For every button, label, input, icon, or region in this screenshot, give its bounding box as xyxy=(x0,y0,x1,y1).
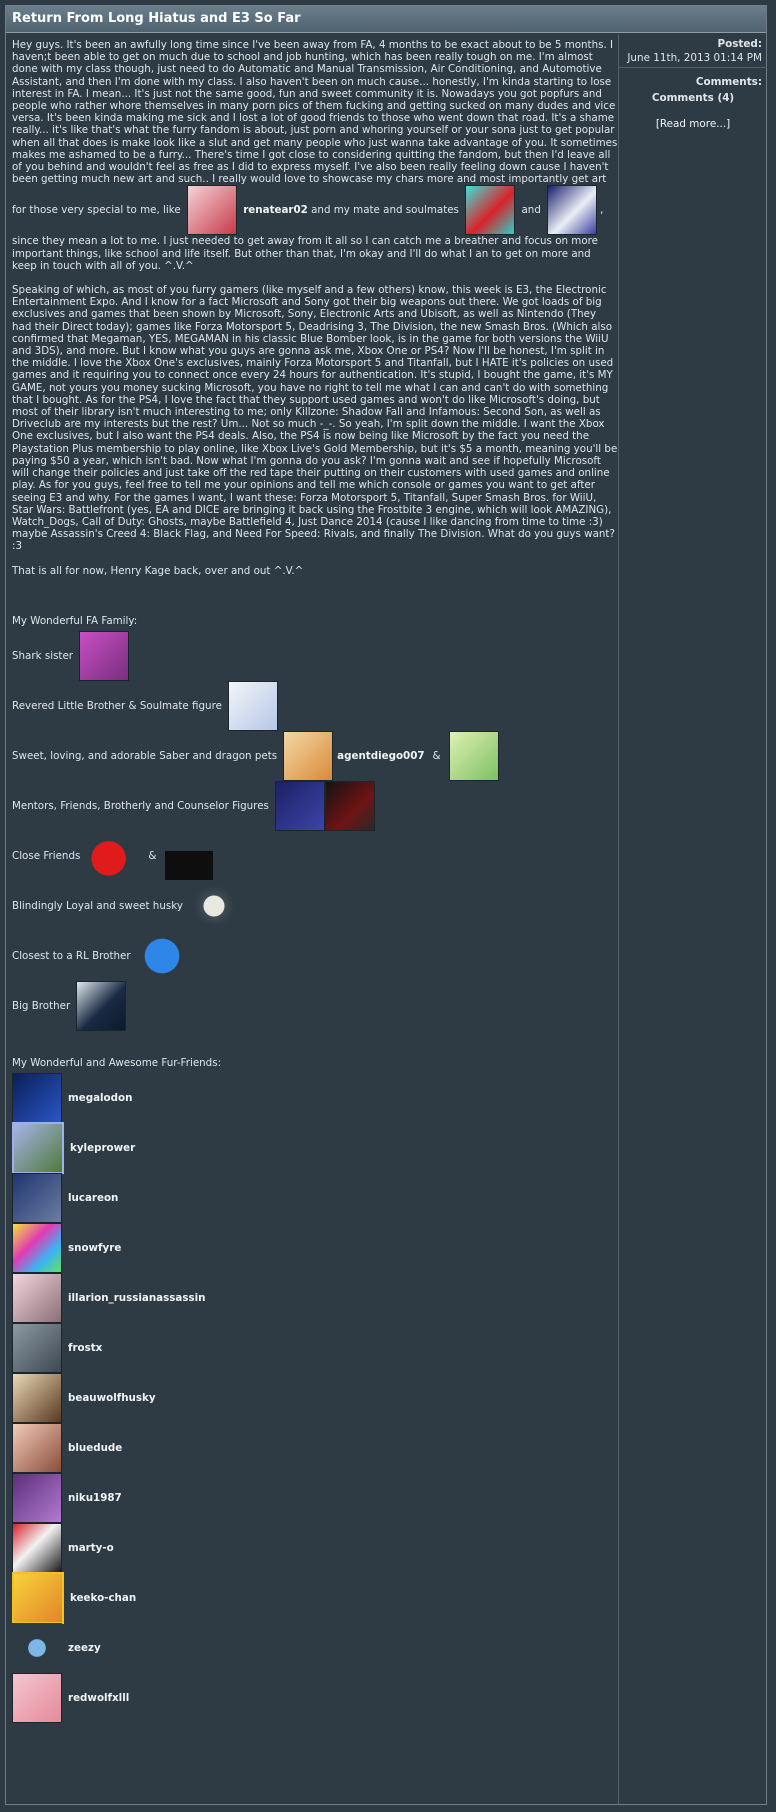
comments-count[interactable]: Comments (4) xyxy=(651,92,735,104)
avatar-mate-1[interactable] xyxy=(465,185,515,235)
avatar-keeko-chan[interactable] xyxy=(12,1572,64,1624)
avatar-big-brother[interactable] xyxy=(76,981,126,1031)
family-row-close-friends xyxy=(12,831,618,881)
avatar-illarion[interactable] xyxy=(12,1273,62,1323)
family-heading: My Wonderful FA Family: xyxy=(12,614,138,627)
family-label: Big Brother xyxy=(12,999,71,1012)
family-row-rl-brother xyxy=(12,931,618,981)
friend-list xyxy=(12,1073,618,1723)
avatar-redwolfxlll[interactable] xyxy=(12,1673,62,1723)
avatar-agentdiego007[interactable] xyxy=(283,731,333,781)
avatar-zeezy[interactable] xyxy=(12,1623,62,1673)
user-link-lucareon[interactable]: lucareon xyxy=(68,1192,119,1205)
friend-row xyxy=(12,1523,618,1573)
avatar-close-friend-1[interactable] xyxy=(86,831,136,881)
avatar-mate-2[interactable] xyxy=(547,185,597,235)
read-more-text[interactable]: [Read more...] xyxy=(655,118,731,130)
friend-row xyxy=(12,1473,618,1523)
family-row-shark-sister xyxy=(12,631,618,681)
family-label: Revered Little Brother & Soulmate figure xyxy=(12,699,222,712)
avatar-frostx[interactable] xyxy=(12,1323,62,1373)
paragraph-signoff: That is all for now, Henry Kage back, over and out ^.V.^ xyxy=(12,564,304,577)
avatar-close-friend-2[interactable] xyxy=(164,831,214,881)
friend-row xyxy=(12,1323,618,1373)
avatar-megalodon[interactable] xyxy=(12,1073,62,1123)
user-link-kyleprower[interactable]: kyleprower xyxy=(70,1142,136,1155)
journal-title: Return From Long Hiatus and E3 So Far xyxy=(6,6,766,33)
friends-heading: My Wonderful and Awesome Fur-Friends: xyxy=(12,1056,222,1069)
user-link-snowfyre[interactable]: snowfyre xyxy=(68,1242,122,1255)
family-label: Close Friends xyxy=(12,849,81,862)
user-link-keeko-chan[interactable]: keeko-chan xyxy=(70,1592,137,1605)
user-link-redwolfxlll[interactable]: redwolfxlll xyxy=(68,1692,130,1705)
friend-row xyxy=(12,1223,618,1273)
user-link-agentdiego007[interactable]: agentdiego007 xyxy=(337,749,425,762)
avatar-husky[interactable] xyxy=(189,881,239,931)
paragraph-e3: Speaking of which, as most of you furry gamers (like myself and a few others) know, this week is E3, the Electronic Entertainment Expo. And I know for a fact Microsoft and Sony got their big weapons out there. We got loads of big exclusives and games that been shown by Microsoft, Sony, Electronic Arts and Ubisoft, as well as Nintendo (They had their Direct today); games like Forza Motorsport 5, Deadrising 3, The Division, the new Smash Bros. (Which also confirmed that Megaman, YES, MEGAMAN in his classic Blue Bomber look, is in the game for both versions the WiiU and 3DS), and more. But I know what you guys are gonna ask me, Xbox One or PS4? Now I'll be honest, I'm split in the middle. I love the Xbox One's exclusives, mainly Forza Motorsport 5 and Titanfall, but I HATE it's policies on used games and it requiring you to connect once every 24 hours for authentication. It's stupid, I bought the game, it's MY GAME, not yours you money sucking Microsoft, you have no right to tell me what I can and can't do with something that I bought. As for the PS4, I love the fact that they support used games and won't do like Microsoft's doing, but most of their library isn't much interesting to me; only Killzone: Shadow Fall and Infamous: Second Son, as well as Driveclub are my interests but the rest? Um... Not so much -_-. So yeah, I'm split down the middle. I want the Xbox One exclusives, but I also want the PS4 deals. Also, the PS4 is now being like Microsoft by the fact you need the Playstation Plus membership to play online, like Xbox Live's Gold Membership, but it's $5 a month, meaning you'll be paying $50 a year, which isn't bad. Now what I'm gonna do you ask? I'm gonna wait and see if hopefully Microsoft will change their policies and just take off the red tape their putting on their customers with used games and online play. As for you guys, feel free to tell me your opinions and tell me which console or games you want to get after seeing E3 and why. For the games I want, I want these: Forza Motorsport 5, Titanfall, Super Smash Bros. for WiiU, Star Wars: Battlefront (yes, EA and DICE are bringing it back using the Frostbite 3 engine, which will look AMAZING), Watch_Dogs, Call of Duty: Ghosts, maybe Battlefield 4, Just Dance 2014 (cause I like dancing from time to time :3) maybe Assassin's Creed 4: Black Flag, and Need For Speed: Rivals, and finally The Division. What do you guys want? :3 xyxy=(12,284,618,553)
user-link-zeezy[interactable]: zeezy xyxy=(68,1642,101,1655)
family-label: Sweet, loving, and adorable Saber and dragon pets xyxy=(12,749,278,762)
family-row-pets xyxy=(12,731,618,781)
intro-text-b: and my mate and soulmates xyxy=(311,204,459,217)
posted-date: June 11th, 2013 01:14 PM xyxy=(619,52,767,68)
user-link-frostx[interactable]: frostx xyxy=(68,1342,103,1355)
user-link-illarion[interactable]: illarion_russianassassin xyxy=(68,1292,206,1305)
read-more-link[interactable] xyxy=(619,118,767,130)
intro-text-a: Hey guys. It's been an awfully long time since I've been away from FA, 4 months to be exact about to be 5 months. I haven;t been able to get on much due to school and job hunting, which has been really tough on me. I'm almost done with my class though, just need to do Automatic and Manual Transmission, Air Conditioning, and Automotive Assistant, and then I'm done with my class. I also haven't been on much cause... honestly, I'm kinda starting to lose interest in FA. I mean... It's just not the same good, fun and sweet community it is. Nowadays you got popfurs and people who rather whore themselves in many porn pics of them fucking and getting sucked on many dudes and vice versa. It's been kinda making me sick and I lost a lot of good friends to those who went down that road. It's a shame really... it's like that's what the furry fandom is about, just porn and whoring yourself or your sona just to get popular when all that does is make look like a slut and get many people who just wanna take advantage of you. It sometimes makes me ashamed to be a furry... There's time I got close to considering quitting the fandom, but then I'd leave all of you behind and wouldn't feel as free as I did to express myself. I've also been really feeling down cause I haven't been getting much new art and such.. I really would love to showcase my chars more and most importantly get art for those very special to me, like xyxy=(12,39,618,217)
family-row-little-brother xyxy=(12,681,618,731)
posted-label: Posted: xyxy=(717,38,762,50)
avatar-dragon-pet[interactable] xyxy=(449,731,499,781)
journal-panel xyxy=(5,5,767,1805)
avatar-kyleprower[interactable] xyxy=(12,1122,64,1174)
avatar-mentor-2[interactable] xyxy=(325,781,375,831)
friend-row xyxy=(12,1273,618,1323)
user-link-renatear02[interactable]: renatear02 xyxy=(243,204,308,217)
avatar-marty-o[interactable] xyxy=(12,1523,62,1573)
avatar-snowfyre[interactable] xyxy=(12,1223,62,1273)
avatar-beauwolfhusky[interactable] xyxy=(12,1373,62,1423)
family-label: Mentors, Friends, Brotherly and Counselor Figures xyxy=(12,799,269,812)
friend-row xyxy=(12,1423,618,1473)
comments-label: Comments: xyxy=(695,76,762,88)
friend-row xyxy=(12,1623,618,1673)
user-link-megalodon[interactable]: megalodon xyxy=(68,1092,133,1105)
family-row-big-brother xyxy=(12,981,618,1031)
friend-row xyxy=(12,1123,618,1173)
friend-row xyxy=(12,1373,618,1423)
avatar-niku1987[interactable] xyxy=(12,1473,62,1523)
friend-row xyxy=(12,1673,618,1723)
avatar-rl-brother[interactable] xyxy=(137,931,187,981)
friend-row xyxy=(12,1073,618,1123)
family-label: Blindingly Loyal and sweet husky xyxy=(12,899,183,912)
journal-body xyxy=(12,39,618,1723)
paragraph-intro xyxy=(12,39,618,272)
user-link-marty-o[interactable]: marty-o xyxy=(68,1542,114,1555)
avatar-mentor-1[interactable] xyxy=(275,781,325,831)
avatar-renatear02[interactable] xyxy=(187,185,237,235)
family-row-husky xyxy=(12,881,618,931)
user-link-niku1987[interactable]: niku1987 xyxy=(68,1492,122,1505)
family-row-mentors xyxy=(12,781,618,831)
friend-row xyxy=(12,1173,618,1223)
user-link-beauwolfhusky[interactable]: beauwolfhusky xyxy=(68,1392,156,1405)
family-label: Closest to a RL Brother xyxy=(12,949,131,962)
friend-row xyxy=(12,1573,618,1623)
intro-text-c: , since they mean a lot to me. I just needed to get away from it all so I can catch me a breather and focus on more important things, like school and life itself. But other than that, I'm okay and I'll do what I an to get on more and keep in touch with all of you. ^.V.^ xyxy=(12,204,604,272)
avatar-shark-sister[interactable] xyxy=(79,631,129,681)
user-link-bluedude[interactable]: bluedude xyxy=(68,1442,123,1455)
ampersand: & xyxy=(148,849,157,862)
intro-and: and xyxy=(521,204,541,217)
ampersand: & xyxy=(432,749,441,762)
family-label: Shark sister xyxy=(12,649,74,662)
avatar-lucareon[interactable] xyxy=(12,1173,62,1223)
avatar-bluedude[interactable] xyxy=(12,1423,62,1473)
avatar-little-brother[interactable] xyxy=(228,681,278,731)
journal-sidebar xyxy=(618,34,767,1804)
